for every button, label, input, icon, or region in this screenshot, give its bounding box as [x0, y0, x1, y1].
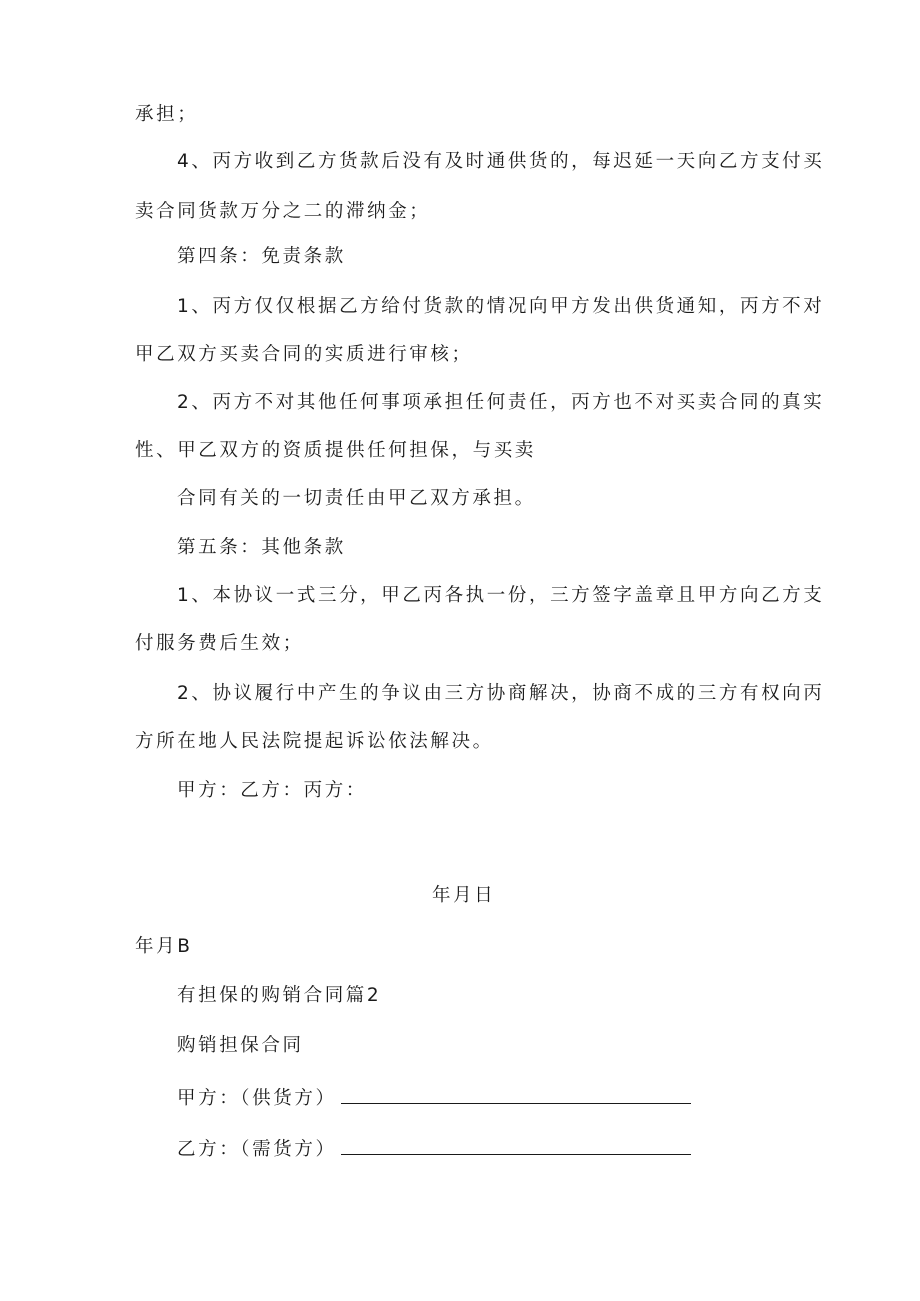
- date-left: 年月B: [135, 936, 193, 957]
- section-title: 有担保的购销合同篇2: [177, 985, 382, 1006]
- party-b-label: 乙方：（需货方）: [177, 1139, 337, 1160]
- clause-4-item-1-line-1: 1、丙方仅仅根据乙方给付货款的情况向甲方发出供货通知，丙方不对: [177, 296, 825, 317]
- party-b-row: [177, 1136, 691, 1162]
- clause-4-heading: 第四条：免责条款: [177, 246, 346, 267]
- clause-5-item-2-line-1: 2、协议履行中产生的争议由三方协商解决，协商不成的三方有权向丙: [177, 683, 825, 704]
- party-a-label: 甲方：（供货方）: [177, 1088, 337, 1109]
- party-a-row: [177, 1085, 691, 1111]
- contract-title: 购销担保合同: [177, 1035, 304, 1056]
- clause-5-heading: 第五条：其他条款: [177, 537, 346, 558]
- paragraph-line: 承担；: [135, 104, 199, 125]
- clause-4-item-2-line-2: 性、甲乙双方的资质提供任何担保，与买卖: [135, 440, 536, 461]
- party-b-blank: [341, 1136, 691, 1155]
- clause-4-item-1-line-2: 甲乙双方买卖合同的实质进行审核；: [135, 344, 473, 365]
- party-a-blank: [341, 1085, 691, 1104]
- clause-4-item-2-line-1: 2、丙方不对其他任何事项承担任何责任，丙方也不对买卖合同的真实: [177, 392, 825, 413]
- clause-3-item-4-line-2: 卖合同货款万分之二的滞纳金；: [135, 201, 431, 222]
- signature-parties: 甲方：乙方：丙方：: [177, 780, 367, 801]
- date-centered: 年月日: [432, 885, 496, 906]
- clause-3-item-4-line-1: 4、丙方收到乙方货款后没有及时通供货的，每迟延一天向乙方支付买: [177, 151, 825, 172]
- clause-5-item-1-line-1: 1、本协议一式三分，甲乙丙各执一份，三方签字盖章且甲方向乙方支: [177, 585, 825, 606]
- clause-5-item-2-line-2: 方所在地人民法院提起诉讼依法解决。: [135, 731, 494, 752]
- clause-4-item-2-line-3: 合同有关的一切责任由甲乙双方承担。: [177, 488, 536, 509]
- clause-5-item-1-line-2: 付服务费后生效；: [135, 633, 304, 654]
